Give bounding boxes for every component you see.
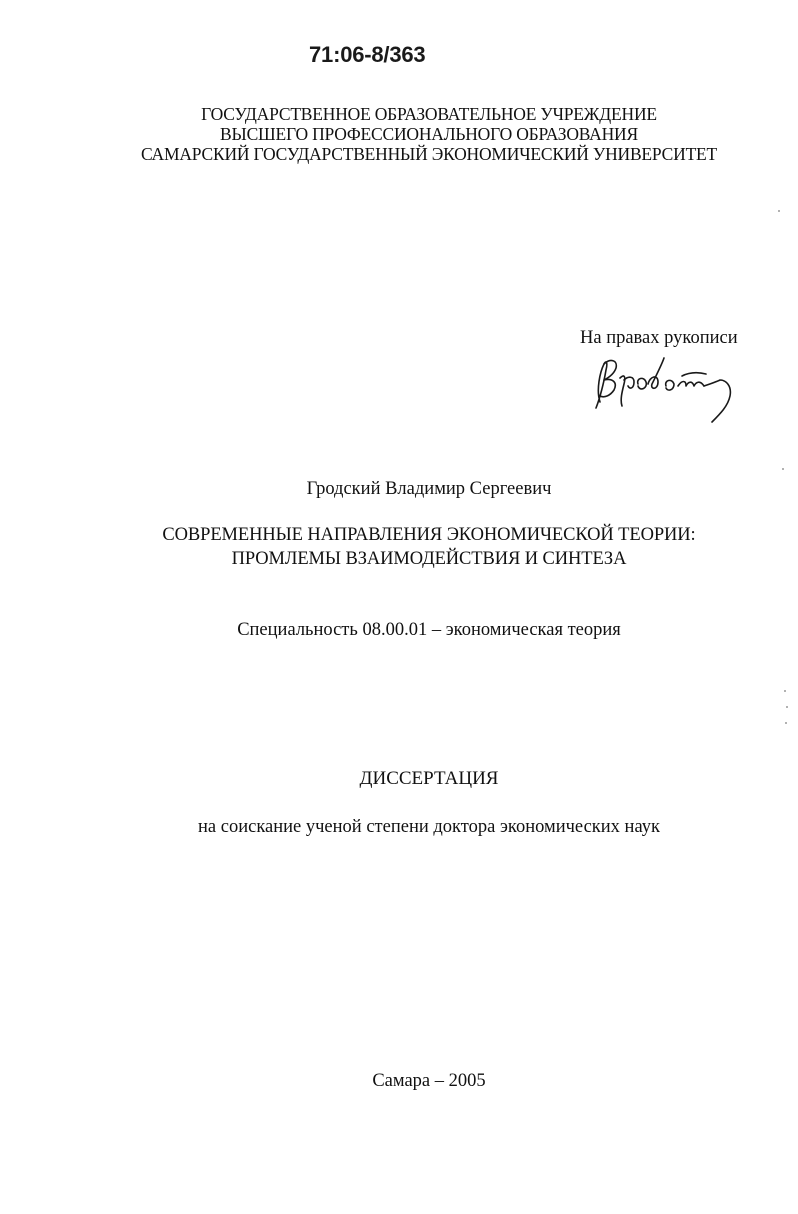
dissertation-title-line-2: ПРОМЛЕМЫ ВЗАИМОДЕЙСТВИЯ И СИНТЕЗА [231, 549, 627, 569]
signature-icon [586, 350, 758, 430]
scan-speck [784, 690, 786, 692]
organization-line-1: ГОСУДАРСТВЕННОЕ ОБРАЗОВАТЕЛЬНОЕ УЧРЕЖДЕНИЕ [201, 104, 657, 124]
dissertation-title-line-1: СОВРЕМЕННЫЕ НАПРАВЛЕНИЯ ЭКОНОМИЧЕСКОЙ ТЕОРИИ: [162, 525, 696, 545]
catalog-number: 71:06-8/363 [309, 42, 426, 67]
degree-statement: на соискание ученой степени доктора экономических наук [198, 817, 660, 837]
rights-note: На правах рукописи [580, 328, 738, 348]
document-type: ДИССЕРТАЦИЯ [359, 768, 499, 789]
place-and-year: Самара – 2005 [372, 1071, 486, 1091]
author-name: Гродский Владимир Сергеевич [306, 479, 552, 499]
specialty: Специальность 08.00.01 – экономическая теория [237, 620, 621, 640]
scan-speck [786, 706, 788, 708]
scan-speck [778, 210, 780, 212]
scan-speck [782, 468, 784, 470]
organization-line-2: ВЫСШЕГО ПРОФЕССИОНАЛЬНОГО ОБРАЗОВАНИЯ [220, 124, 638, 144]
organization-line-3: САМАРСКИЙ ГОСУДАРСТВЕННЫЙ ЭКОНОМИЧЕСКИЙ УНИВЕРСИТЕТ [140, 144, 718, 164]
scan-speck [785, 722, 787, 724]
